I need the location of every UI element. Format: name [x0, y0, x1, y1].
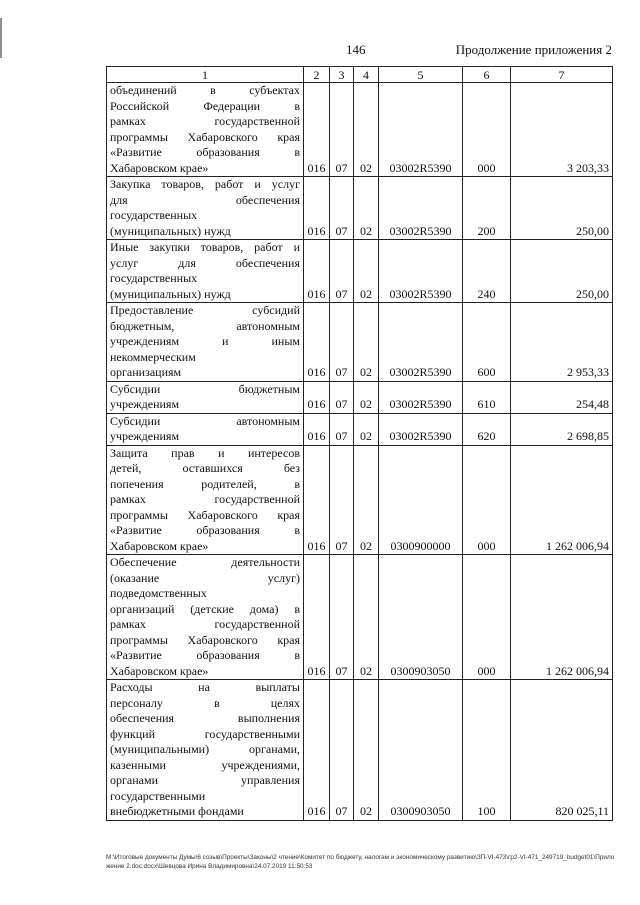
expense-name-line: Иные закупки товаров, работ и: [110, 240, 300, 254]
expense-name-line: Хабаровском крае»: [110, 538, 209, 553]
expense-name-line: Российской Федерации в: [110, 98, 300, 113]
subsection-code-cell: 02: [354, 177, 379, 240]
expense-name-cell: [107, 177, 304, 240]
section-code-cell: 07: [330, 555, 354, 680]
expense-name-line: казенными учреждениями,: [110, 757, 300, 772]
ministry-code-cell: 016: [304, 83, 330, 177]
ministry-code-cell: 016: [304, 413, 330, 445]
expense-name-line: государственных: [110, 271, 198, 285]
expense-name-line: рамках государственной: [110, 617, 300, 631]
expense-name-line: Расходы на выплаты: [110, 680, 300, 694]
expense-name-cell: [107, 680, 304, 821]
column-header-1: 1: [107, 67, 304, 83]
column-header-6: 6: [463, 67, 511, 83]
table-row: [107, 83, 613, 177]
expense-name-line: услуг для обеспечения: [110, 255, 300, 270]
scan-edge-mark: [0, 18, 2, 58]
subsection-code-cell: 02: [354, 303, 379, 382]
subsection-code-cell: 02: [354, 83, 379, 177]
amount-cell: 820 025,11: [511, 680, 613, 821]
expense-type-cell: 610: [463, 381, 511, 413]
target-article-cell: 0300903050: [379, 680, 463, 821]
expense-name-line: Хабаровском крае»: [110, 663, 209, 678]
ministry-code-cell: 016: [304, 381, 330, 413]
ministry-code-cell: 016: [304, 555, 330, 680]
table-row: [107, 381, 613, 413]
expense-name-line: (муниципальными) органами,: [110, 742, 300, 756]
budget-table: [106, 66, 613, 821]
expense-type-cell: 000: [463, 83, 511, 177]
target-article-cell: 0300903050: [379, 555, 463, 680]
expense-type-cell: 620: [463, 413, 511, 445]
section-code-cell: 07: [330, 381, 354, 413]
table-row: [107, 177, 613, 240]
amount-cell: 254,48: [511, 381, 613, 413]
expense-name-line: объединений в субъектах: [110, 83, 300, 97]
target-article-cell: 03002R5390: [379, 381, 463, 413]
expense-name-line: для обеспечения: [110, 192, 300, 207]
expense-name-line: (оказание услуг): [110, 570, 300, 585]
expense-name-line: подведомственных: [110, 586, 207, 600]
expense-name-line: Закупка товаров, работ и услуг: [110, 177, 300, 191]
expense-type-cell: 600: [463, 303, 511, 382]
expense-name-line: учреждениям: [110, 397, 180, 411]
expense-name-cell: [107, 413, 304, 445]
expense-name-line: «Развитие образования в: [110, 523, 300, 537]
expense-name-line: государственными: [110, 788, 206, 803]
expense-name-line: органами управления: [110, 773, 300, 787]
expense-name-line: бюджетным, автономным: [110, 318, 300, 333]
expense-name-line: Защита прав и интересов: [110, 445, 300, 460]
column-header-5: 5: [379, 67, 463, 83]
expense-name-line: программы Хабаровского края: [110, 129, 300, 144]
expense-name-line: функций государственными: [110, 726, 300, 741]
section-code-cell: 07: [330, 413, 354, 445]
column-header-4: 4: [354, 67, 379, 83]
amount-cell: 250,00: [511, 240, 613, 303]
section-code-cell: 07: [330, 445, 354, 555]
expense-name-cell: [107, 381, 304, 413]
expense-name-line: рамках государственной: [110, 114, 300, 128]
expense-name-line: «Развитие образования в: [110, 648, 300, 662]
ministry-code-cell: 016: [304, 177, 330, 240]
page-number: 146: [346, 42, 366, 57]
ministry-code-cell: 016: [304, 680, 330, 821]
expense-name-line: учреждениям и иным: [110, 334, 300, 348]
table-row: [107, 555, 613, 680]
target-article-cell: 03002R5390: [379, 413, 463, 445]
expense-name-line: попечения родителей, в: [110, 476, 300, 491]
section-code-cell: 07: [330, 303, 354, 382]
subsection-code-cell: 02: [354, 555, 379, 680]
expense-name-line: Предоставление субсидий: [110, 303, 300, 317]
subsection-code-cell: 02: [354, 381, 379, 413]
table-row: [107, 303, 613, 382]
expense-name-line: детей, оставшихся без: [110, 461, 300, 475]
expense-name-line: Хабаровском крае»: [110, 160, 209, 175]
expense-name-line: «Развитие образования в: [110, 145, 300, 159]
column-header-3: 3: [330, 67, 354, 83]
expense-type-cell: 000: [463, 445, 511, 555]
target-article-cell: 03002R5390: [379, 177, 463, 240]
expense-name-line: Субсидии автономным: [110, 413, 300, 428]
amount-cell: 3 203,33: [511, 83, 613, 177]
subsection-code-cell: 02: [354, 680, 379, 821]
amount-cell: 2 953,33: [511, 303, 613, 382]
expense-name-cell: [107, 445, 304, 555]
amount-cell: 2 698,85: [511, 413, 613, 445]
expense-name-cell: [107, 83, 304, 177]
section-code-cell: 07: [330, 680, 354, 821]
amount-cell: 1 262 006,94: [511, 555, 613, 680]
table-body: [107, 83, 613, 821]
expense-name-line: программы Хабаровского края: [110, 507, 300, 522]
expense-name-line: (муниципальных) нужд: [110, 223, 231, 238]
target-article-cell: 0300900000: [379, 445, 463, 555]
document-path-footer: M:\Итоговые документы Думы\6 созыв\Проекты\Законы\2 чтение\Комитет по бюджету, налогам и экономическому развитию\ЗП-VI-473\гр2-VI-471_249719_budget01\Приложение 2.doc.docx\Шевцова Ирина Владимировна\24.07.2019 11:50:53: [106, 854, 615, 870]
subsection-code-cell: 02: [354, 413, 379, 445]
expense-type-cell: 000: [463, 555, 511, 680]
expense-type-cell: 100: [463, 680, 511, 821]
expense-name-line: Обеспечение деятельности: [110, 555, 300, 569]
subsection-code-cell: 02: [354, 445, 379, 555]
column-header-7: 7: [511, 67, 613, 83]
expense-name-line: государственных: [110, 208, 198, 222]
section-code-cell: 07: [330, 83, 354, 177]
expense-name-line: программы Хабаровского края: [110, 632, 300, 647]
column-number-row: [107, 67, 613, 83]
expense-name-line: учреждениям: [110, 429, 180, 443]
expense-name-cell: [107, 240, 304, 303]
target-article-cell: 03002R5390: [379, 83, 463, 177]
target-article-cell: 03002R5390: [379, 240, 463, 303]
expense-type-cell: 240: [463, 240, 511, 303]
expense-name-line: рамках государственной: [110, 492, 300, 506]
ministry-code-cell: 016: [304, 445, 330, 555]
table-row: [107, 445, 613, 555]
expense-type-cell: 200: [463, 177, 511, 240]
ministry-code-cell: 016: [304, 240, 330, 303]
table-row: [107, 680, 613, 821]
expense-name-line: некоммерческим: [110, 349, 196, 364]
table-row: [107, 413, 613, 445]
table-row: [107, 240, 613, 303]
appendix-continuation-label: Продолжение приложения 2: [455, 42, 612, 57]
expense-name-line: персоналу в целях: [110, 695, 300, 710]
expense-name-line: Субсидии бюджетным: [110, 381, 300, 396]
section-code-cell: 07: [330, 240, 354, 303]
ministry-code-cell: 016: [304, 303, 330, 382]
expense-name-line: организациям: [110, 365, 182, 379]
expense-name-line: (муниципальных) нужд: [110, 286, 231, 301]
target-article-cell: 03002R5390: [379, 303, 463, 382]
amount-cell: 1 262 006,94: [511, 445, 613, 555]
expense-name-line: внебюджетными фондами: [110, 804, 244, 818]
expense-name-line: обеспечения выполнения: [110, 711, 300, 725]
expense-name-line: организаций (детские дома) в: [110, 601, 300, 616]
column-header-2: 2: [304, 67, 330, 83]
amount-cell: 250,00: [511, 177, 613, 240]
expense-name-cell: [107, 303, 304, 382]
section-code-cell: 07: [330, 177, 354, 240]
expense-name-cell: [107, 555, 304, 680]
subsection-code-cell: 02: [354, 240, 379, 303]
